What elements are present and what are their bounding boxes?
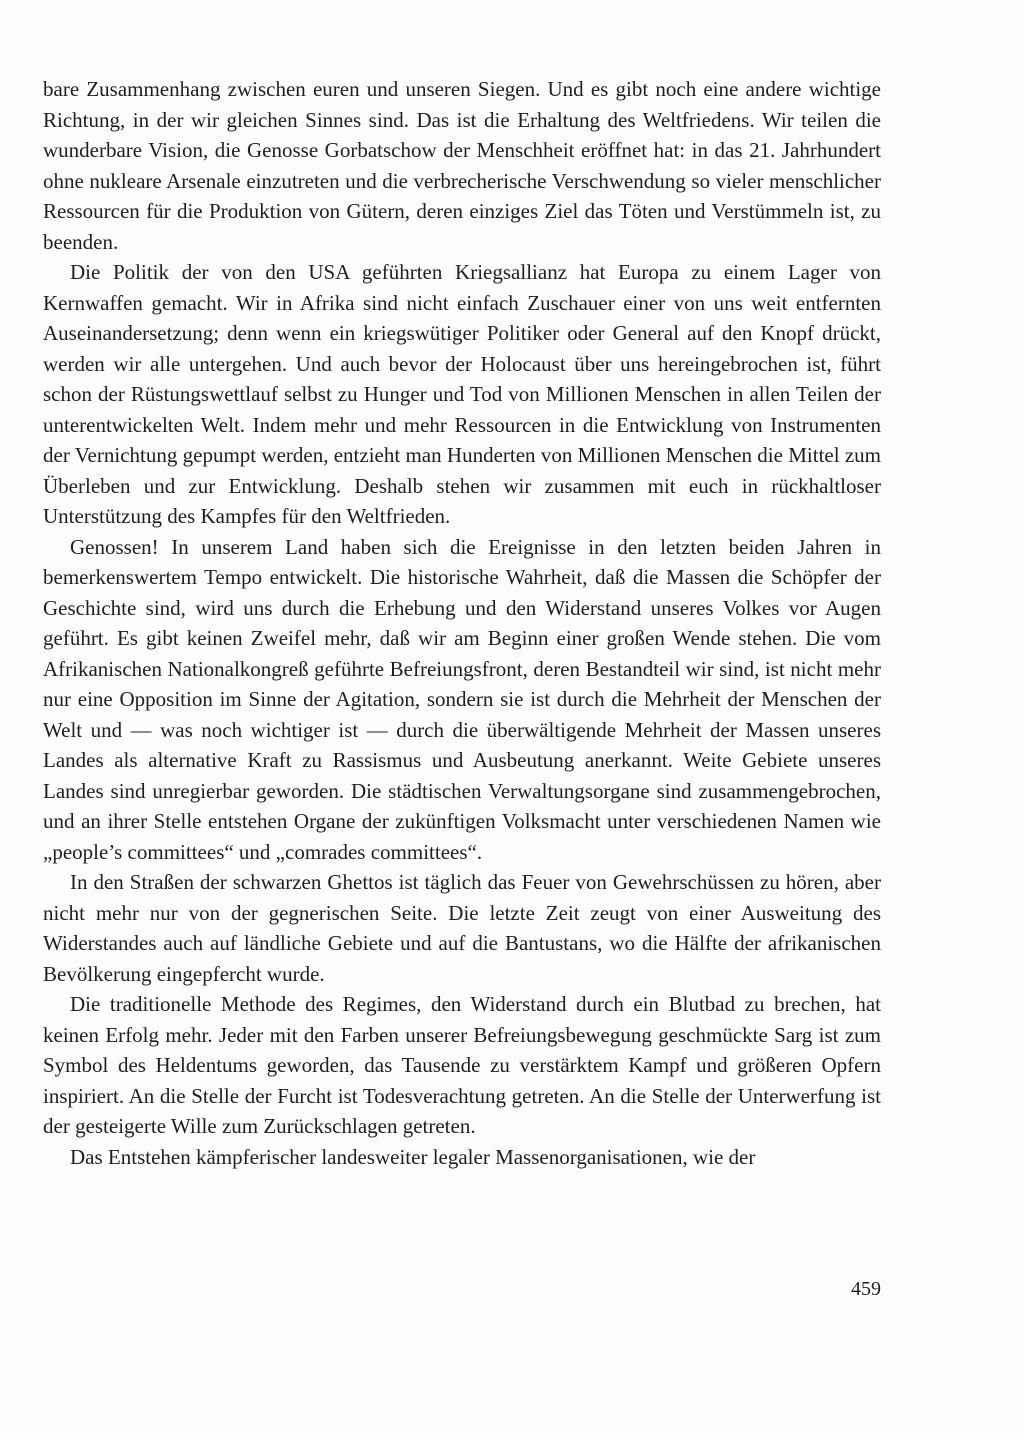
body-text (43, 74, 881, 1172)
paragraph-1: bare Zusammenhang zwischen euren und unseren Siegen. Und es gibt noch eine andere wichtige Richtung, in der wir gleichen Sinnes sind. Das ist die Erhaltung des Weltfriedens. Wir teilen die wunderbare Vision, die Genosse Gorbatschow der Menschheit eröffnet hat: in das 21. Jahrhundert ohne nukleare Arsenale einzutreten und die verbrecherische Verschwendung so vieler menschlicher Ressourcen für die Produktion von Gütern, deren einziges Ziel das Töten und Verstümmeln ist, zu beenden. (43, 77, 881, 254)
paragraph-2: Die Politik der von den USA geführten Kriegsallianz hat Europa zu einem Lager von Kernwaffen gemacht. Wir in Afrika sind nicht einfach Zuschauer einer von uns weit entfernten Auseinandersetzung; denn wenn ein kriegswütiger Politiker oder General auf den Knopf drückt, werden wir alle untergehen. Und auch bevor der Holocaust über uns hereingebrochen ist, führt schon der Rüstungswettlauf selbst zu Hunger und Tod von Millionen Menschen in allen Teilen der unterentwickelten Welt. Indem mehr und mehr Ressourcen in die Entwicklung von Instrumenten der Vernichtung gepumpt werden, entzieht man Hunderten von Millionen Menschen die Mittel zum Überleben und zur Entwicklung. Deshalb stehen wir zusammen mit euch in rückhaltloser Unterstützung des Kampfes für den Weltfrieden. (43, 260, 881, 528)
paragraph-3: Genossen! In unserem Land haben sich die Ereignisse in den letzten beiden Jahren in bemerkenswertem Tempo entwickelt. Die historische Wahrheit, daß die Massen die Schöpfer der Geschichte sind, wird uns durch die Erhebung und den Widerstand unseres Volkes vor Augen geführt. Es gibt keinen Zweifel mehr, daß wir am Beginn einer großen Wende stehen. Die vom Afrikanischen Nationalkongreß geführte Befreiungsfront, deren Bestandteil wir sind, ist nicht mehr nur eine Opposition im Sinne der Agitation, sondern sie ist durch die Mehrheit der Menschen der Welt und — was noch wichtiger ist — durch die überwältigende Mehrheit der Massen unseres Landes als alternative Kraft zu Rassismus und Ausbeutung anerkannt. Weite Gebiete unseres Landes sind unregierbar geworden. Die städtischen Verwaltungsorgane sind zusammengebrochen, und an ihrer Stelle entstehen Organe der zukünftigen Volksmacht unter verschiedenen Namen wie „people’s committees“ und „comrades committees“. (43, 534, 881, 864)
page-number: 459 (851, 1278, 881, 1300)
paragraph-5: Die traditionelle Methode des Regimes, den Widerstand durch ein Blutbad zu brechen, hat keinen Erfolg mehr. Jeder mit den Farben unserer Befreiungsbewegung geschmückte Sarg ist zum Symbol des Heldentums geworden, das Tausende zu verstärktem Kampf und größeren Opfern inspiriert. An die Stelle der Furcht ist Todesverachtung getreten. An die Stelle der Unterwerfung ist der gesteigerte Wille zum Zurückschlagen getreten. (43, 992, 881, 1138)
paragraph-4: In den Straßen der schwarzen Ghettos ist täglich das Feuer von Gewehrschüssen zu hören, aber nicht mehr nur von der gegnerischen Seite. Die letzte Zeit zeugt von einer Ausweitung des Widerstandes auch auf ländliche Gebiete und auf die Bantustans, wo die Hälfte der afrikanischen Bevölkerung eingepfercht wurde. (43, 870, 881, 986)
paragraph-6: Das Entstehen kämpferischer landesweiter legaler Massenorganisationen, wie der (70, 1144, 756, 1169)
